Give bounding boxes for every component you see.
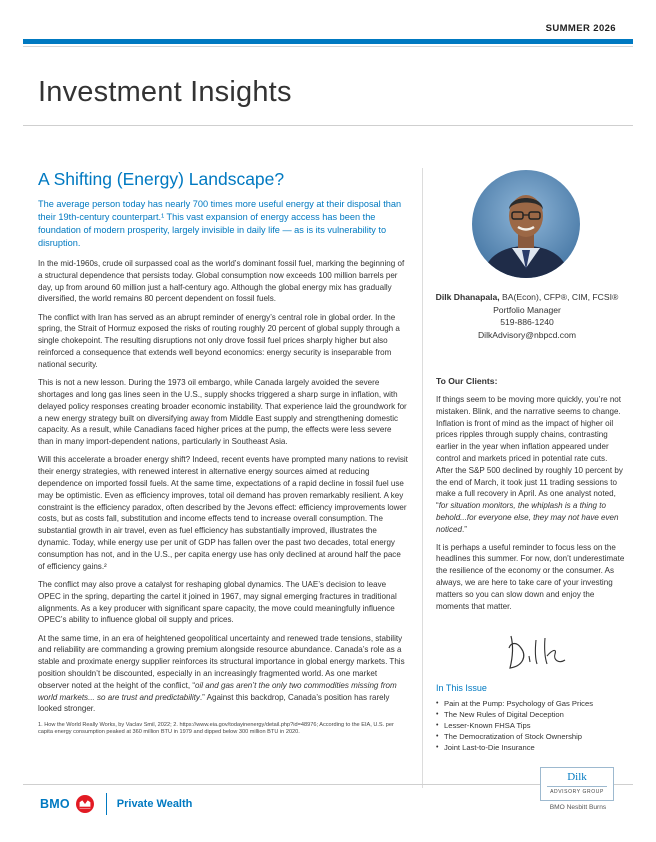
bmo-wordmark: BMO (40, 797, 70, 811)
bmo-logo (40, 793, 192, 815)
logo-separator (106, 793, 107, 815)
dilk-logo-subtitle: ADVISORY GROUP (547, 786, 607, 795)
dilk-advisory-logo (540, 767, 614, 801)
article-paragraph: Will this accelerate a broader energy shift? Indeed, recent events have prompted many nations to revisit their energy strategies, with renewed interest in alternative energy sources aimed at reducing dependence on imported fossil fuels. At the same time, expectations of a rapid decline in fossil fuel use may be optimistic. Even as efficiency improves, total oil demand has proven remarkably resilient. A key constraint is the efficiency paradox, often described by the Jevons effect: efficiency improvements lower costs, but as costs fall, substitution and income effects tend to increase overall consumption. The substantial growth in air travel, even as fuel efficiency has substantially improved, illustrates the dynamic. Today, while energy use per unit of GDP has fallen over the past two decades, total energy consumption has not, and in the U.S., per capita energy use has only declined at around half the pace of efficiency gains.² (38, 455, 408, 571)
paragraph-text: .” Against this backdrop, Canada’s position has rarely looked stronger. (38, 692, 390, 714)
nesbitt-burns-label: BMO Nesbitt Burns (549, 804, 607, 811)
header-rule (23, 46, 633, 47)
issue-item[interactable]: • Pain at the Pump: Psychology of Gas Prices (436, 698, 626, 709)
client-letter (436, 376, 626, 618)
newsletter-title: Investment Insights (38, 76, 292, 108)
title-divider (23, 125, 633, 126)
article-paragraph: The conflict may also prove a catalyst for reshaping global dynamics. The UAE’s decision to leave OPEC in the spring, departing the cartel it joined in 1967, may signal emerging fractures in traditional alignments. As a key producer with significant spare capacity, the move could meaningfully influence OPEC’s ability to influence global oil supply and prices. (38, 579, 397, 625)
article-paragraph: In the mid-1960s, crude oil surpassed coal as the world’s dominant fossil fuel, marking the beginning of a structural dependence that persists today. Global consumption now exceeds 100 million barrels per day, up from around 60 million just a half-century ago. Although the global energy mix has gradually diversified, the world remains 80 percent dependent on fossil fuels. (38, 259, 405, 304)
article-intro: The average person today has nearly 700 times more useful energy at their disposal than their 19th-century counterpart.¹ This vast expansion of energy access has been the foundation of modern prosperity, largely invisible in daily life — as is its vulnerability to disruption. (38, 199, 402, 248)
advisor-photo (472, 170, 580, 278)
column-divider (422, 168, 423, 788)
article-paragraph (38, 633, 408, 716)
signature-icon (505, 626, 580, 674)
advisor-portrait-icon (472, 170, 580, 278)
advisor-profile (432, 291, 622, 341)
advisor-name: Dilk Dhanapala, (435, 292, 500, 302)
issue-item[interactable]: • Lesser-Known FHSA Tips (436, 720, 626, 731)
issue-item[interactable]: • The New Rules of Digital Deception (436, 709, 626, 720)
advisor-credentials: BA(Econ), CFP®, CIM, FCSI® (499, 292, 619, 302)
issue-season: SUMMER 2026 (545, 23, 616, 34)
letter-heading: To Our Clients: (436, 376, 498, 386)
paragraph-text: At the same time, in an era of heightened geopolitical uncertainty and renewed trade tensions, stability and reliability are commanding a growing premium alongside resource abundance. Canada’s role as a stable and proximate energy supplier reinforces its structural importance in global energy markets. This position shouldn’t be discounted, especially in an increasingly fragmented world. As one market observer noted at the height of the conflict, “ (38, 633, 405, 690)
article-footnote: 1. How the World Really Works, by Vaclav Smil, 2022; 2. https://www.eia.gov/todayinenergy/detail.php?id=48976; According to the EIA, U.S. per capita energy consumption peaked at 360 million BTU in 1979 and dipped below 300 million BTU in 2020. (38, 721, 394, 736)
letter-paragraph: It is perhaps a useful reminder to focus less on the headlines this summer. For now, don’t underestimate the resilience of the economy or the consumer. As always, we are here to take care of your investing matters so you can slow down and enjoy the moments that matter. (436, 542, 625, 611)
dilk-logo-name: Dilk (567, 771, 587, 783)
paragraph-text: If things seem to be moving more quickly, you’re not mistaken. Blink, and the narrative seems to change. Inflation is front of mind as the impact of higher oil prices ripples through supply chains, contrasting earlier in the year when inflation appeared under control and markets priced in potential rate cuts. After the S&P 500 declined by roughly 10 percent by the end of March, it took just 11 trading sessions to make a full recovery in April. As one analyst noted, “ (436, 395, 623, 511)
pull-quote: oil and gas aren’t the only two commodities missing from world markets... so are trust and predictability (38, 680, 397, 702)
issue-list (436, 698, 626, 753)
article-paragraph: The conflict with Iran has served as an abrupt reminder of energy’s central role in global order. In the spring, the Strait of Hormuz exposed the risks of routing roughly 20 percent of global supply through a single chokepoint. The resulting disruptions not only drove fossil fuel prices sharply higher but also reinforced a consequence that extends well beyond economics: energy security is inseparable from national security. (38, 312, 400, 369)
issue-heading: In This Issue (436, 683, 487, 693)
advisor-role: Portfolio Manager (493, 304, 561, 315)
article-headline: A Shifting (Energy) Landscape? (38, 169, 285, 189)
issue-item[interactable]: • The Democratization of Stock Ownership (436, 731, 626, 742)
private-wealth-wordmark: Private Wealth (116, 798, 193, 810)
letter-paragraph (436, 394, 626, 536)
header-bar (23, 39, 633, 44)
issue-item[interactable]: • Joint Last-to-Die Insurance (436, 742, 626, 753)
main-article (38, 169, 408, 737)
advisor-name-line (432, 291, 622, 304)
pull-quote: for situation monitors, the whiplash is a thing to behold...for everyone else, they may not have even noticed (436, 501, 619, 534)
advisor-phone[interactable]: 519-886-1240 (500, 317, 554, 327)
in-this-issue (436, 683, 626, 753)
bmo-rondel-icon (76, 795, 94, 813)
article-paragraph: This is not a new lesson. During the 1973 oil embargo, while Canada largely avoided the severe shortages and long gas lines seen in the U.S., supply shocks triggered a sharp surge in inflation, with delayed policy responses creating broader economic instability. That experience laid the groundwork for a new energy strategy built on diversifying away from Middle East supply and strengthening domestic capacity. As a result, while Canadians faced higher prices at the pump, the effects were less severe than in many import-dependent nations, particularly in Southeast Asia. (38, 378, 407, 447)
paragraph-text: .” (461, 524, 467, 534)
advisor-email[interactable]: DilkAdvisory@nbpcd.com (477, 329, 577, 340)
